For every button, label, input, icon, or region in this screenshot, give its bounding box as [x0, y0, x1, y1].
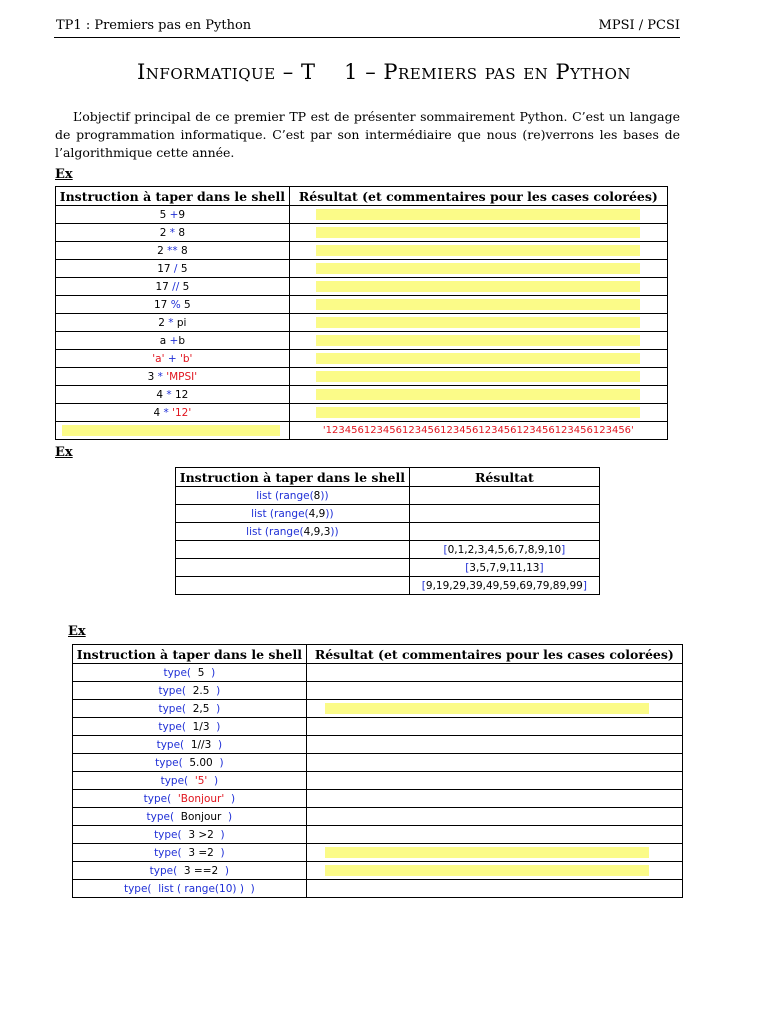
ex1-result-cell[interactable] — [289, 368, 667, 386]
ex1-col-instruction: Instruction à taper dans le shell — [56, 187, 290, 206]
table-row — [56, 404, 668, 422]
instr-operator: * — [166, 388, 172, 401]
instr-operand-a: 17 — [157, 262, 171, 275]
header-divider — [54, 37, 680, 38]
table-row — [73, 826, 683, 844]
ex3-result-cell[interactable] — [306, 862, 682, 880]
table-row — [56, 278, 668, 296]
instr-operator: * — [169, 226, 175, 239]
instr-close: ) — [211, 666, 216, 679]
instr-args: 8 — [313, 489, 321, 502]
instr-type-func: type( — [160, 774, 189, 787]
instr-type-func: type( — [143, 792, 172, 805]
instr-arg: 2,5 — [192, 702, 210, 715]
table-row — [56, 422, 668, 440]
ex3-instruction-cell — [73, 754, 307, 772]
instr-type-func: type( — [146, 810, 175, 823]
instr-close: ) — [224, 864, 229, 877]
ex2-result-cell[interactable] — [409, 487, 599, 505]
instr-arg: '5' — [194, 774, 208, 787]
instr-type-func: type( — [154, 846, 182, 859]
instr-close: ) — [220, 846, 225, 859]
highlight-box — [316, 317, 640, 328]
instr-func: list (range( — [251, 507, 309, 520]
ex1-result-cell: '123456123456123456123456123456123456123456123456' — [289, 422, 667, 440]
table-row — [176, 523, 600, 541]
ex3-result-cell[interactable] — [306, 880, 682, 898]
ex2-header-row — [176, 468, 600, 487]
table-row — [56, 224, 668, 242]
ex1-result-cell[interactable] — [289, 206, 667, 224]
bracket-close: ] — [561, 543, 566, 556]
table-row — [73, 844, 683, 862]
highlight-box — [316, 335, 640, 346]
table-row — [73, 880, 683, 898]
ex1-result-cell[interactable] — [289, 350, 667, 368]
instr-operand-b: b — [178, 334, 185, 347]
instr-arg: 3 ==2 — [183, 864, 219, 877]
instr-type-func: type( — [155, 756, 183, 769]
instr-operator: + — [169, 208, 179, 221]
ex1-instruction-cell — [56, 296, 290, 314]
instr-operand-b: 5 — [184, 298, 191, 311]
ex3-instruction-cell — [73, 736, 307, 754]
table-row — [176, 505, 600, 523]
ex1-result-cell[interactable] — [289, 260, 667, 278]
ex3-instruction-cell — [73, 772, 307, 790]
ex3-header-row — [73, 645, 683, 664]
instr-arg: 5 — [197, 666, 205, 679]
bracket-open: [ — [443, 543, 448, 556]
instr-close: ) — [250, 882, 255, 895]
instr-close: ) — [213, 774, 219, 787]
instr-close: ) — [230, 792, 236, 805]
instr-operator: * — [157, 370, 163, 383]
instr-args: 4,9 — [308, 507, 326, 520]
ex2-instruction-cell — [176, 505, 410, 523]
instr-arg: 2.5 — [192, 684, 210, 697]
ex1-instruction-cell — [56, 350, 290, 368]
instr-operator: // — [172, 280, 180, 293]
instr-close: ) — [216, 720, 221, 733]
ex1-instruction-cell — [56, 206, 290, 224]
ex3-result-cell[interactable] — [306, 844, 682, 862]
instr-arg: 1//3 — [190, 738, 212, 751]
ex1-instruction-cell — [56, 278, 290, 296]
highlight-box — [325, 847, 649, 858]
instr-type-func: type( — [158, 720, 186, 733]
instr-operator: / — [173, 262, 178, 275]
table-row — [176, 577, 600, 595]
table-row — [176, 541, 600, 559]
ex3-instruction-cell — [73, 790, 307, 808]
ex3-label: Ex — [68, 624, 86, 639]
highlight-box — [325, 703, 649, 714]
ex1-instruction-cell — [56, 314, 290, 332]
highlight-box — [316, 245, 640, 256]
instr-operand-b: 'b' — [179, 352, 193, 365]
table-row — [73, 772, 683, 790]
ex1-instruction-cell — [56, 332, 290, 350]
instr-func: list (range( — [246, 525, 304, 538]
instr-type-func: type( — [158, 702, 187, 715]
highlight-box — [316, 227, 640, 238]
ex1-result-cell[interactable] — [289, 296, 667, 314]
ex3-result-cell[interactable] — [306, 754, 682, 772]
ex1-header-row — [56, 187, 668, 206]
bracket-close: ] — [539, 561, 544, 574]
instr-operand-b: 9 — [178, 208, 186, 221]
ex1-result-cell[interactable] — [289, 332, 667, 350]
ex3-instruction-cell — [73, 862, 307, 880]
table-row — [56, 350, 668, 368]
instr-operator: + — [167, 352, 177, 365]
ex3-result-cell[interactable] — [306, 736, 682, 754]
table-row — [73, 664, 683, 682]
instr-operand-a: 2 — [157, 244, 164, 257]
instr-operator: + — [169, 334, 179, 347]
ex3-instruction-cell — [73, 700, 307, 718]
instr-operand-a: 'a' — [152, 352, 165, 365]
instr-close: ) — [216, 684, 221, 697]
instr-operand-b: 12 — [174, 388, 189, 401]
result-values: 9,19,29,39,49,59,69,79,89,99 — [425, 579, 583, 592]
ex2-result-cell — [409, 577, 599, 595]
highlight-box — [316, 299, 640, 310]
ex3-result-cell[interactable] — [306, 826, 682, 844]
ex2-col-result: Résultat — [409, 468, 599, 487]
instr-operator: ** — [167, 244, 178, 257]
instr-close: )) — [320, 489, 329, 502]
instr-arg: 3 >2 — [188, 828, 214, 841]
ex3-instruction-cell — [73, 664, 307, 682]
instr-operand-a: 17 — [155, 280, 169, 293]
table-row — [73, 682, 683, 700]
table-row — [176, 487, 600, 505]
page-title: Informatique – T 1 – Premiers pas en Python — [136, 60, 632, 84]
ex3-instruction-cell — [73, 880, 307, 898]
table-row — [56, 386, 668, 404]
ex1-instruction-cell — [56, 386, 290, 404]
instr-operand-b: 8 — [178, 226, 185, 239]
instr-type-func: type( — [158, 684, 187, 697]
instr-arg: list ( range(10) ) — [158, 882, 244, 895]
table-row — [56, 206, 668, 224]
header-right: MPSI / PCSI — [598, 18, 680, 33]
table-row — [73, 862, 683, 880]
instr-operand-a: 3 — [147, 370, 155, 383]
ex2-label: Ex — [55, 445, 73, 460]
table-row — [56, 242, 668, 260]
ex2-result-cell[interactable] — [409, 523, 599, 541]
instr-close: )) — [330, 525, 339, 538]
ex3-instruction-cell — [73, 844, 307, 862]
ex3-result-cell[interactable] — [306, 682, 682, 700]
ex2-instruction-cell[interactable] — [176, 541, 410, 559]
ex1-instruction-cell — [56, 368, 290, 386]
header-left: TP1 : Premiers pas en Python — [56, 18, 252, 33]
ex2-table — [175, 467, 600, 595]
instr-type-func: type( — [123, 882, 152, 895]
ex3-col-instruction: Instruction à taper dans le shell — [73, 645, 307, 664]
instr-arg: 5.00 — [189, 756, 213, 769]
bracket-close: ] — [582, 579, 587, 592]
instr-func: list (range( — [256, 489, 314, 502]
highlight-box — [316, 353, 640, 364]
ex1-label: Ex — [55, 167, 73, 182]
ex3-result-cell[interactable] — [306, 700, 682, 718]
instr-arg: 1/3 — [192, 720, 210, 733]
instr-type-func: type( — [156, 738, 185, 751]
instr-operand-a: 2 — [158, 316, 165, 329]
table-row — [176, 559, 600, 577]
instr-operand-b: pi — [176, 316, 187, 329]
ex1-instruction-cell — [56, 224, 290, 242]
instr-args: 4,9,3 — [303, 525, 331, 538]
ex3-table — [72, 644, 683, 898]
highlight-box — [316, 371, 640, 382]
ex3-result-cell[interactable] — [306, 790, 682, 808]
table-row — [73, 790, 683, 808]
result-values: 3,5,7,9,11,13 — [469, 561, 540, 574]
instr-operand-b: 5 — [182, 280, 190, 293]
instr-operand-a: 4 — [153, 406, 161, 419]
ex2-instruction-cell — [176, 487, 410, 505]
ex3-col-result: Résultat (et commentaires pour les cases colorées) — [306, 645, 682, 664]
ex2-result-cell — [409, 541, 599, 559]
table-row — [56, 296, 668, 314]
ex1-result-cell[interactable] — [289, 224, 667, 242]
table-row — [56, 314, 668, 332]
instr-operand-a: 2 — [159, 226, 167, 239]
instr-close: ) — [220, 828, 225, 841]
bracket-open: [ — [421, 579, 426, 592]
table-row — [73, 808, 683, 826]
intro-paragraph: L’objectif principal de ce premier TP est de présenter sommairement Python. C’est un langage de programmation informatique. C’est par son intermédiaire que nous (re)verrons les bases de l’algorithmique cette année. — [55, 109, 680, 160]
instr-operand-b: 8 — [180, 244, 188, 257]
table-row — [73, 718, 683, 736]
bracket-open: [ — [465, 561, 470, 574]
table-row — [73, 736, 683, 754]
ex2-instruction-cell[interactable] — [176, 577, 410, 595]
instr-close: ) — [219, 756, 224, 769]
ex1-result-cell[interactable] — [289, 242, 667, 260]
table-row — [73, 754, 683, 772]
instr-operand-a: 5 — [159, 208, 167, 221]
ex2-instruction-cell — [176, 523, 410, 541]
ex2-col-instruction: Instruction à taper dans le shell — [176, 468, 410, 487]
ex3-result-cell[interactable] — [306, 772, 682, 790]
instr-operand-a: 4 — [156, 388, 164, 401]
ex3-instruction-cell — [73, 808, 307, 826]
instr-close: )) — [325, 507, 334, 520]
instr-operand-b: '12' — [172, 406, 192, 419]
ex1-instruction-cell — [56, 404, 290, 422]
ex1-result-cell[interactable] — [289, 314, 667, 332]
ex3-instruction-cell — [73, 682, 307, 700]
result-values: 0,1,2,3,4,5,6,7,8,9,10 — [447, 543, 562, 556]
ex2-result-cell — [409, 559, 599, 577]
instr-operator: * — [163, 406, 169, 419]
ex1-col-result: Résultat (et commentaires pour les cases colorées) — [289, 187, 667, 206]
highlight-box — [62, 425, 280, 436]
instr-type-func: type( — [163, 666, 192, 679]
instr-operand-a: a — [159, 334, 167, 347]
ex1-result-cell[interactable] — [289, 386, 667, 404]
ex3-instruction-cell — [73, 826, 307, 844]
table-row — [56, 332, 668, 350]
highlight-box — [316, 407, 640, 418]
ex1-instruction-cell — [56, 242, 290, 260]
instr-type-func: type( — [149, 864, 178, 877]
table-row — [56, 368, 668, 386]
ex3-result-cell[interactable] — [306, 718, 682, 736]
highlight-box — [325, 865, 649, 876]
ex3-result-cell[interactable] — [306, 808, 682, 826]
instr-arg: 3 =2 — [188, 846, 214, 859]
ex1-instruction-cell — [56, 260, 290, 278]
ex2-instruction-cell[interactable] — [176, 559, 410, 577]
table-row — [56, 260, 668, 278]
instr-close: ) — [217, 738, 223, 751]
instr-arg: 'Bonjour' — [177, 792, 225, 805]
instr-operator: % — [170, 298, 181, 311]
ex3-instruction-cell — [73, 718, 307, 736]
ex1-instruction-cell[interactable] — [56, 422, 290, 440]
highlight-box — [316, 281, 640, 292]
instr-type-func: type( — [154, 828, 182, 841]
highlight-box — [316, 209, 640, 220]
table-row — [73, 700, 683, 718]
highlight-box — [316, 389, 640, 400]
instr-operator: * — [168, 316, 174, 329]
instr-operand-b: 5 — [180, 262, 188, 275]
highlight-box — [316, 263, 640, 274]
ex1-result-cell[interactable] — [289, 278, 667, 296]
instr-operand-b: 'MPSI' — [166, 370, 198, 383]
ex1-table — [55, 186, 668, 440]
ex1-result-cell[interactable] — [289, 404, 667, 422]
ex3-result-cell[interactable] — [306, 664, 682, 682]
instr-arg: Bonjour — [180, 810, 222, 823]
ex2-result-cell[interactable] — [409, 505, 599, 523]
instr-close: ) — [228, 810, 233, 823]
instr-operand-a: 17 — [153, 298, 168, 311]
instr-close: ) — [216, 702, 221, 715]
